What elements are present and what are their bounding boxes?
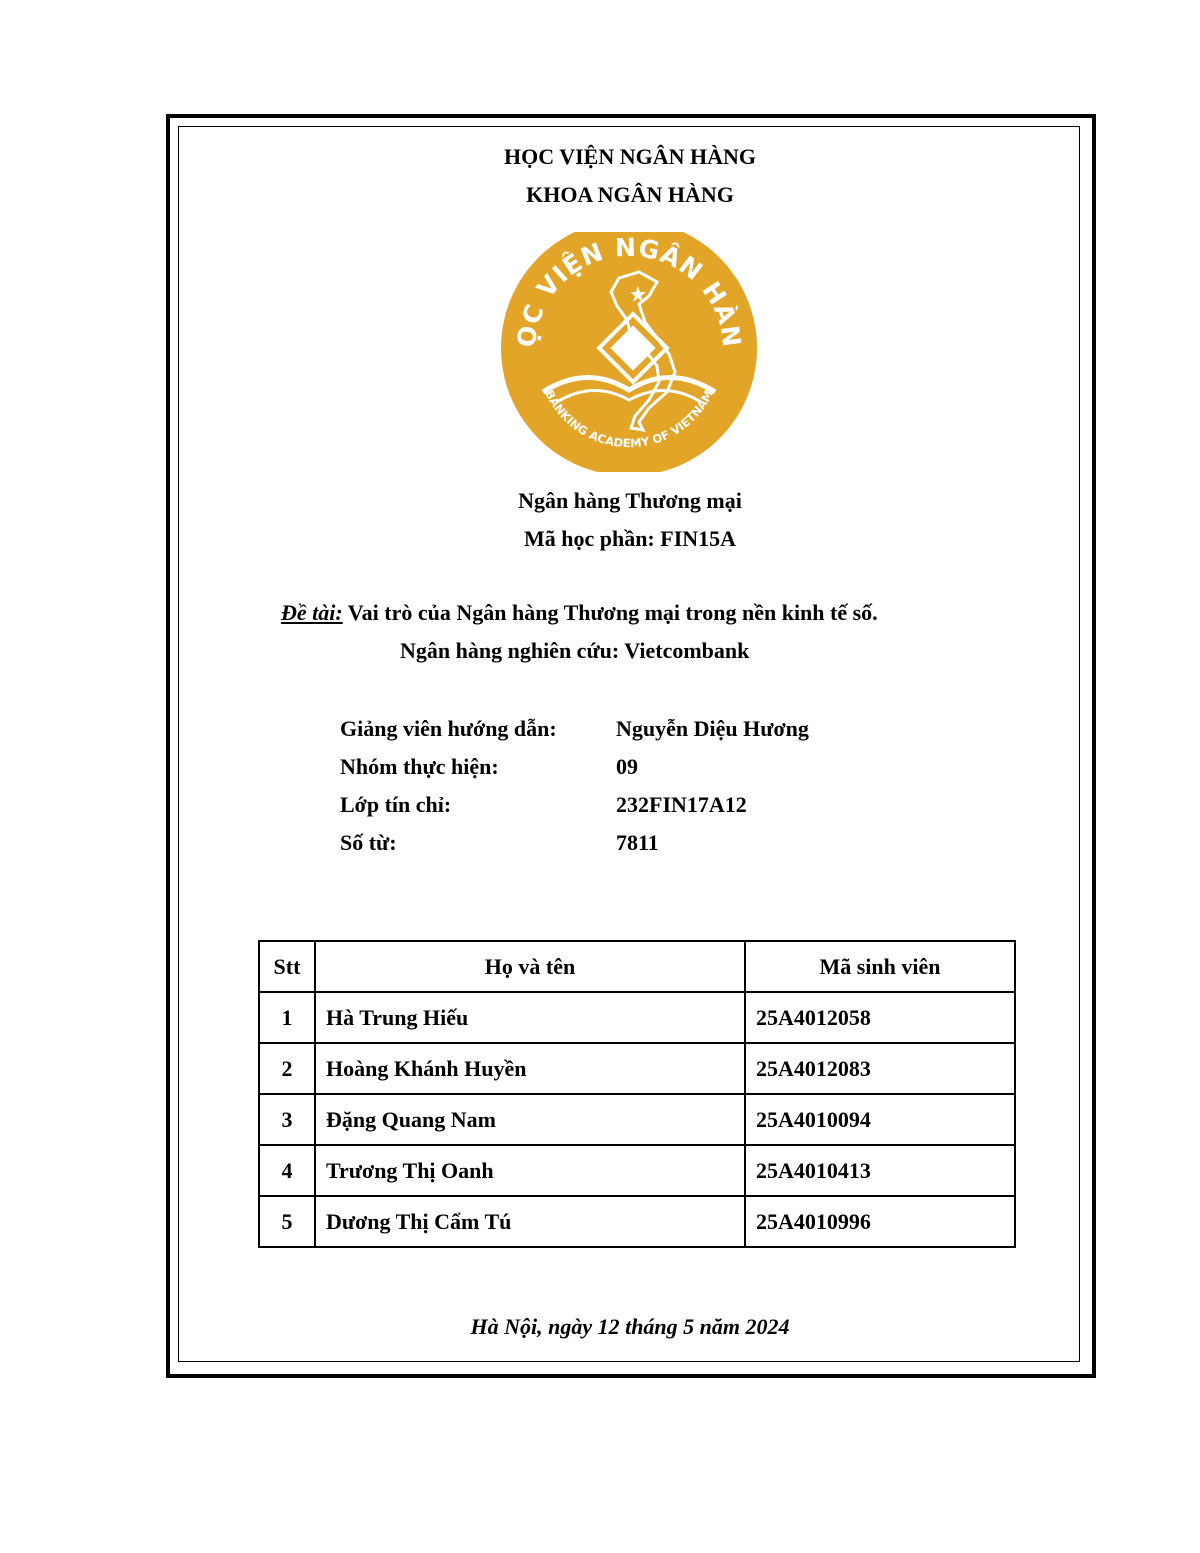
logo-bottom-text: BANKING ACADEMY OF VIETNAM [542, 387, 716, 451]
header-stt: Stt [259, 941, 315, 992]
cell-name: Trương Thị Oanh [315, 1145, 745, 1196]
faculty-title: KHOA NGÂN HÀNG [526, 182, 734, 207]
cell-name: Hà Trung Hiếu [315, 992, 745, 1043]
course-code: Mã học phần: FIN15A [523, 526, 737, 551]
cell-name: Hoàng Khánh Huyền [315, 1043, 745, 1094]
info-value: Nguyễn Diệu Hương [616, 716, 809, 741]
table-row [259, 1196, 1015, 1247]
info-label: Nhóm thực hiện: [340, 754, 499, 779]
cell-student-id: 25A4010413 [745, 1145, 1015, 1196]
members-table [258, 940, 1016, 1248]
header-student-id: Mã sinh viên [745, 941, 1015, 992]
topic-line [281, 600, 878, 626]
cell-stt: 5 [259, 1196, 315, 1247]
cell-student-id: 25A4010094 [745, 1094, 1015, 1145]
cell-stt: 3 [259, 1094, 315, 1145]
info-value: 09 [616, 754, 638, 779]
info-row-class [340, 792, 940, 822]
cell-stt: 2 [259, 1043, 315, 1094]
cell-stt: 1 [259, 992, 315, 1043]
table-row [259, 992, 1015, 1043]
research-bank-line: Ngân hàng nghiên cứu: Vietcombank [400, 638, 750, 663]
course-name: Ngân hàng Thương mại [518, 488, 742, 513]
header-name: Họ và tên [315, 941, 745, 992]
institution-title: HỌC VIỆN NGÂN HÀNG [503, 144, 756, 169]
info-value: 232FIN17A12 [616, 792, 747, 817]
info-row-group [340, 754, 940, 784]
info-label: Lớp tín chỉ: [340, 792, 452, 817]
table-header-row [259, 941, 1015, 992]
table-row [259, 1094, 1015, 1145]
info-row-lecturer [340, 716, 940, 746]
cell-name: Dương Thị Cẩm Tú [315, 1196, 745, 1247]
table-row [259, 1145, 1015, 1196]
cell-name: Đặng Quang Nam [315, 1094, 745, 1145]
info-label: Giảng viên hướng dẫn: [340, 716, 557, 741]
table-row [259, 1043, 1015, 1094]
cell-student-id: 25A4010996 [745, 1196, 1015, 1247]
info-value: 7811 [616, 830, 659, 855]
info-row-word-count [340, 830, 940, 860]
info-label: Số từ: [340, 830, 397, 855]
cell-student-id: 25A4012083 [745, 1043, 1015, 1094]
cell-student-id: 25A4012058 [745, 992, 1015, 1043]
logo-top-text: ỌC VIỆN NGÂN HÀN [511, 232, 747, 350]
topic-title: Vai trò của Ngân hàng Thương mại trong nền kinh tế số. [342, 600, 878, 625]
cell-stt: 4 [259, 1145, 315, 1196]
place-date: Hà Nội, ngày 12 tháng 5 năm 2024 [470, 1314, 790, 1339]
topic-label: Đề tài: [281, 600, 343, 625]
academy-logo [499, 232, 759, 472]
